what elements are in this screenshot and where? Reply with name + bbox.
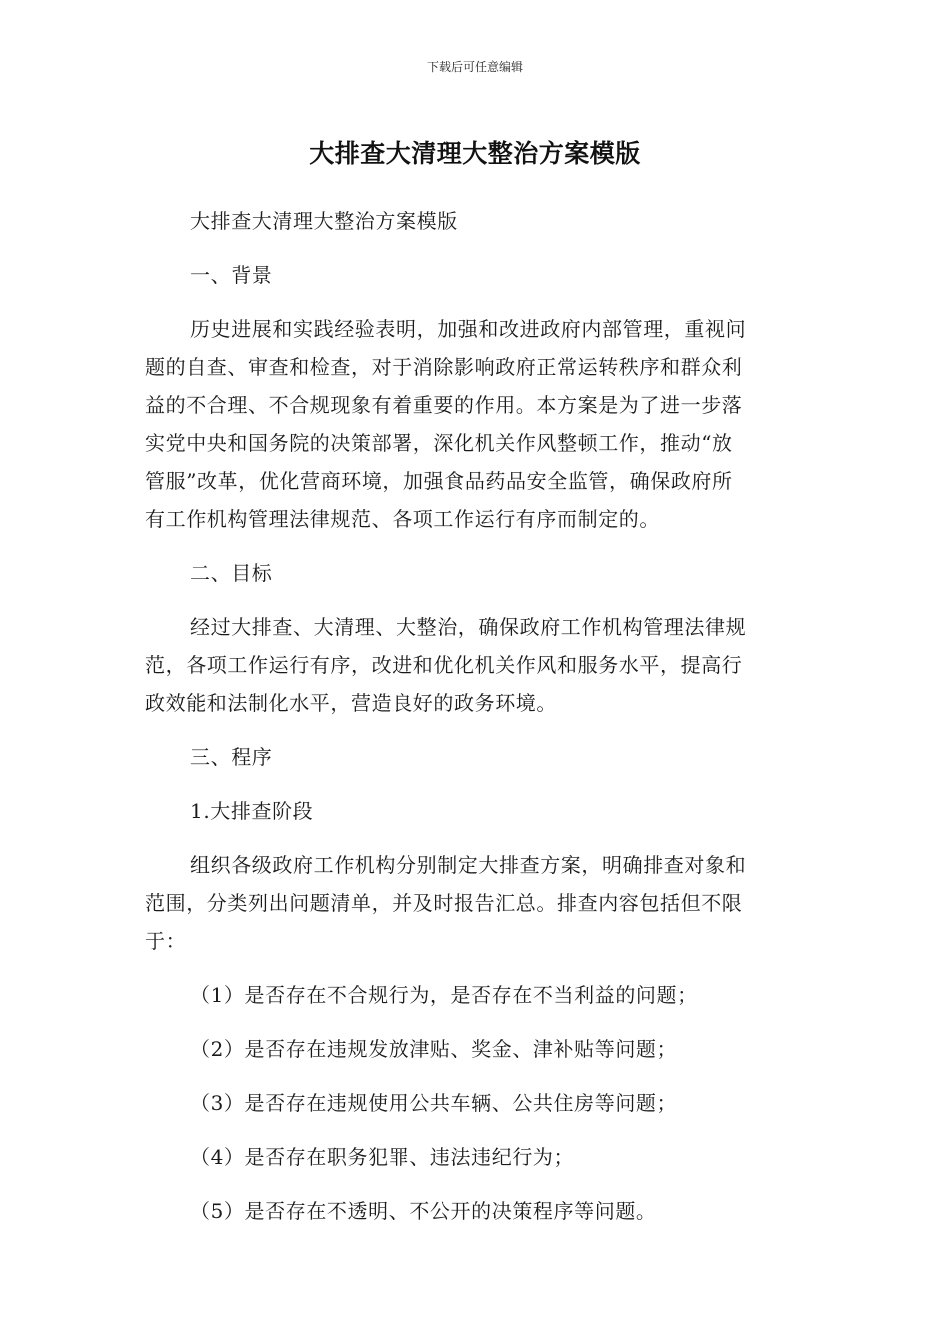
paragraph-line: 益的不合理、不合规现象有着重要的作用。本方案是为了进一步落 [145, 393, 743, 417]
paragraph-investigation [145, 846, 795, 960]
paragraph-line: 范围，分类列出问题清单，并及时报告汇总。排查内容包括但不限 [145, 891, 743, 915]
document-subtitle: 大排查大清理大整治方案模版 [190, 209, 458, 233]
list-item: （3）是否存在违规使用公共车辆、公共住房等问题； [190, 1091, 678, 1115]
section-heading-procedure: 三、程序 [190, 745, 273, 769]
list-item: （2）是否存在违规发放津贴、奖金、津补贴等问题； [190, 1037, 678, 1061]
paragraph-line: 管服”改革，优化营商环境，加强食品药品安全监管，确保政府所 [145, 469, 733, 493]
paragraph-line: 历史进展和实践经验表明，加强和改进政府内部管理，重视问 [190, 317, 747, 341]
paragraph-line: 有工作机构管理法律规范、各项工作运行有序而制定的。 [145, 507, 660, 531]
header-note: 下载后可任意编辑 [426, 60, 523, 74]
list-item: （5）是否存在不透明、不公开的决策程序等问题。 [190, 1199, 657, 1223]
paragraph-line: 经过大排查、大清理、大整治，确保政府工作机构管理法律规 [190, 615, 747, 639]
list-item: （4）是否存在职务犯罪、违法违纪行为； [190, 1145, 575, 1169]
section-heading-background: 一、背景 [190, 263, 273, 287]
paragraph-line: 政效能和法制化水平，营造良好的政务环境。 [145, 691, 557, 715]
paragraph-line: 实党中央和国务院的决策部署，深化机关作风整顿工作，推动“放 [145, 431, 733, 455]
paragraph-line: 于： [145, 929, 187, 953]
paragraph-goal [145, 608, 795, 722]
paragraph-line: 组织各级政府工作机构分别制定大排查方案，明确排查对象和 [190, 853, 747, 877]
paragraph-line: 题的自查、审查和检查，对于消除影响政府正常运转秩序和群众利 [145, 355, 743, 379]
paragraph-background [145, 310, 795, 538]
document-body [145, 202, 795, 1230]
stage-heading-investigation: 1.大排查阶段 [190, 799, 314, 823]
document-title: 大排查大清理大整治方案模版 [309, 139, 641, 168]
list-item: （1）是否存在不合规行为，是否存在不当利益的问题； [190, 983, 698, 1007]
paragraph-line: 范，各项工作运行有序，改进和优化机关作风和服务水平，提高行 [145, 653, 743, 677]
section-heading-goal: 二、目标 [190, 561, 273, 585]
